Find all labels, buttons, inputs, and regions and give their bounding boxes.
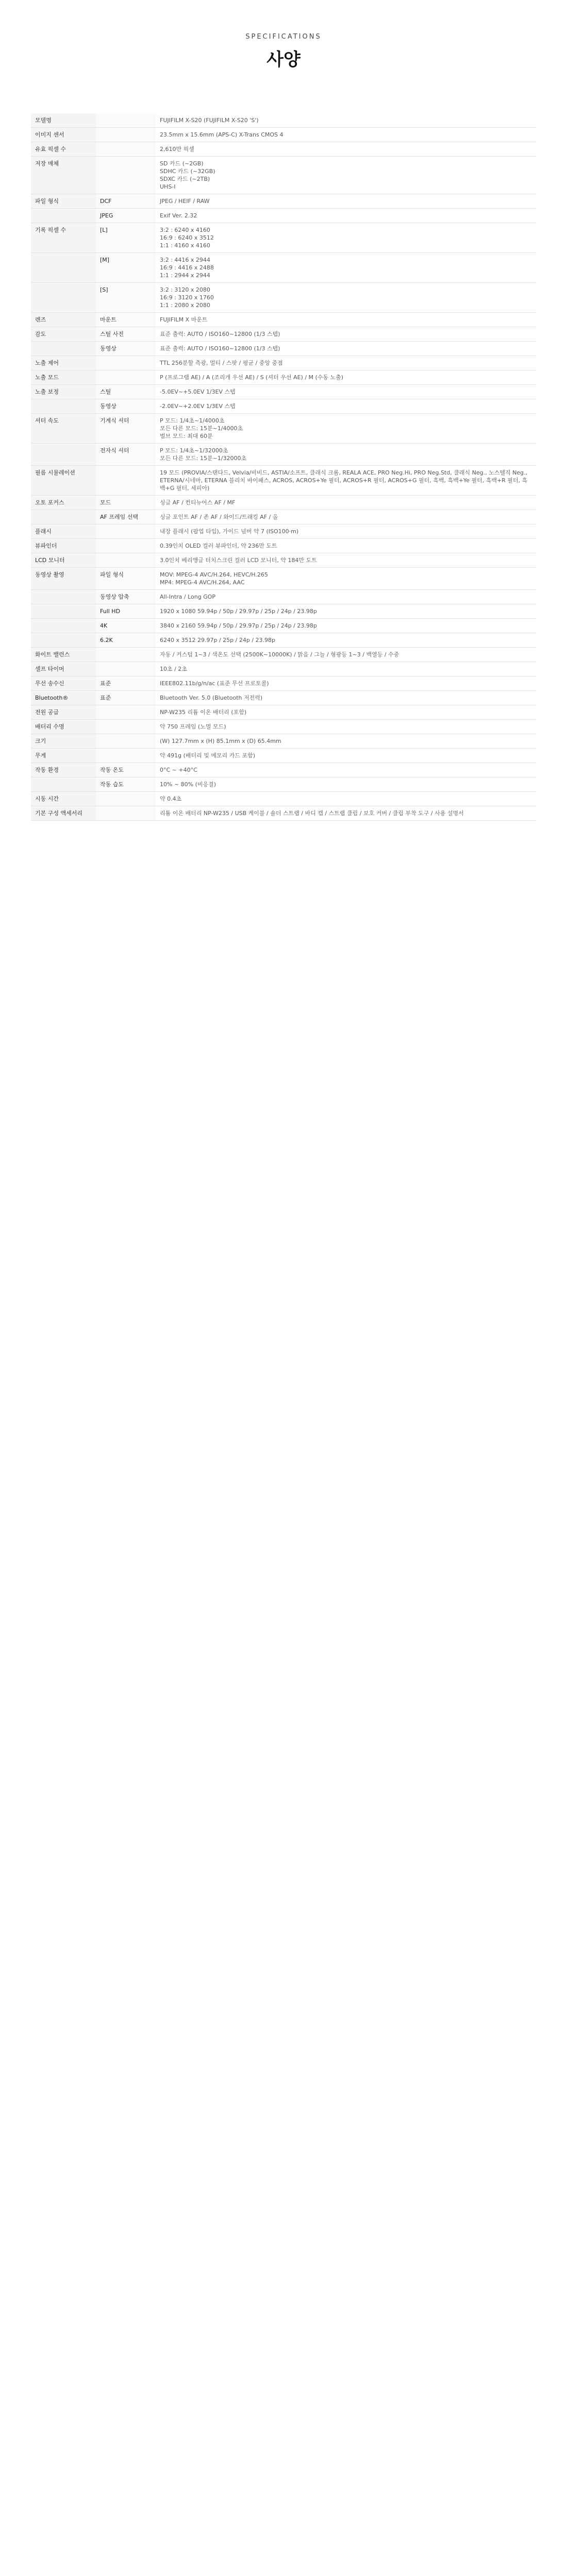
spec-row <box>31 223 536 253</box>
spec-value: P (프로그램 AE) / A (조리개 우선 AE) / S (셔터 우선 AE) / M (수동 노출) <box>156 370 536 385</box>
spec-value: 약 491g (배터리 및 메모리 카드 포함) <box>156 749 536 763</box>
spec-row <box>31 691 536 705</box>
spec-subcategory: 표준 <box>96 676 156 691</box>
spec-value: 23.5mm x 15.6mm (APS-C) X-Trans CMOS 4 <box>156 128 536 142</box>
spec-subcategory <box>96 749 156 763</box>
spec-subcategory: 기계식 셔터 <box>96 414 156 444</box>
spec-subcategory <box>96 662 156 676</box>
spec-subcategory <box>96 128 156 142</box>
spec-row <box>31 705 536 720</box>
spec-row <box>31 676 536 691</box>
spec-subcategory: 표준 <box>96 691 156 705</box>
spec-category: 동영상 촬영 <box>31 568 96 590</box>
spec-value: 싱글 AF / 컨티뉴어스 AF / MF <box>156 496 536 510</box>
spec-category <box>31 399 96 414</box>
spec-row <box>31 444 536 466</box>
spec-category: 화이트 밸런스 <box>31 648 96 662</box>
spec-category: 셔터 속도 <box>31 414 96 444</box>
spec-row <box>31 209 536 223</box>
spec-category <box>31 777 96 792</box>
spec-row <box>31 749 536 763</box>
spec-value: IEEE802.11b/g/n/ac (표준 무선 프로토콜) <box>156 676 536 691</box>
spec-category: 기록 픽셀 수 <box>31 223 96 253</box>
spec-value: 3:2 : 6240 x 4160 16:9 : 6240 x 3512 1:1 : 4160 x 4160 <box>156 223 536 253</box>
spec-row <box>31 414 536 444</box>
spec-value: 표준 출력: AUTO / ISO160~12800 (1/3 스텝) <box>156 327 536 342</box>
page-title: 사양 <box>266 49 301 70</box>
spec-category: 파일 형식 <box>31 194 96 209</box>
spec-value: 2,610만 픽셀 <box>156 142 536 157</box>
spec-row <box>31 590 536 604</box>
spec-row <box>31 539 536 553</box>
spec-category <box>31 633 96 648</box>
spec-category: 모델명 <box>31 113 96 128</box>
spec-subcategory: 모드 <box>96 496 156 510</box>
spec-value: P 모드: 1/4초~1/4000초 모든 다른 모드: 15분~1/4000초 벌브 모드: 최대 60분 <box>156 414 536 444</box>
spec-subcategory <box>96 553 156 568</box>
spec-category <box>31 253 96 283</box>
spec-subcategory: 동영상 압축 <box>96 590 156 604</box>
section-kicker: SPECIFICATIONS <box>245 33 322 41</box>
spec-category <box>31 619 96 633</box>
spec-category <box>31 342 96 356</box>
spec-row <box>31 662 536 676</box>
spec-table <box>31 113 536 821</box>
spec-subcategory: JPEG <box>96 209 156 223</box>
spec-subcategory: 스틸 <box>96 385 156 399</box>
spec-subcategory <box>96 705 156 720</box>
spec-subcategory: 파일 형식 <box>96 568 156 590</box>
spec-subcategory: [L] <box>96 223 156 253</box>
spec-subcategory: 동영상 <box>96 399 156 414</box>
spec-subcategory <box>96 734 156 749</box>
spec-category: 유효 픽셀 수 <box>31 142 96 157</box>
spec-value: All-Intra / Long GOP <box>156 590 536 604</box>
spec-value: Exif Ver. 2.32 <box>156 209 536 223</box>
spec-category: 시동 시간 <box>31 792 96 806</box>
spec-value: 10% ~ 80% (비응결) <box>156 777 536 792</box>
spec-row <box>31 385 536 399</box>
spec-category: 작동 환경 <box>31 763 96 777</box>
spec-category <box>31 510 96 524</box>
spec-value: TTL 256분할 측광, 멀티 / 스팟 / 평균 / 중앙 중점 <box>156 356 536 370</box>
spec-value: FUJIFILM X 마운트 <box>156 313 536 327</box>
spec-value: (W) 127.7mm x (H) 85.1mm x (D) 65.4mm <box>156 734 536 749</box>
spec-value: 약 0.4초 <box>156 792 536 806</box>
spec-category: LCD 모니터 <box>31 553 96 568</box>
spec-value: JPEG / HEIF / RAW <box>156 194 536 209</box>
spec-category <box>31 604 96 619</box>
spec-value: 내장 플래시 (팝업 타입), 가이드 넘버 약 7 (ISO100·m) <box>156 524 536 539</box>
spec-value: MOV: MPEG-4 AVC/H.264, HEVC/H.265 MP4: MPEG-4 AVC/H.264, AAC <box>156 568 536 590</box>
spec-row <box>31 792 536 806</box>
spec-row <box>31 313 536 327</box>
spec-subcategory: 스틸 사진 <box>96 327 156 342</box>
spec-value: 1920 x 1080 59.94p / 50p / 29.97p / 25p / 24p / 23.98p <box>156 604 536 619</box>
spec-subcategory <box>96 648 156 662</box>
spec-subcategory: [M] <box>96 253 156 283</box>
spec-subcategory <box>96 157 156 194</box>
spec-category: 렌즈 <box>31 313 96 327</box>
spec-value: 약 750 프레임 (노멀 모드) <box>156 720 536 734</box>
spec-subcategory: [S] <box>96 283 156 313</box>
spec-value: 19 모드 (PROVIA/스탠다드, Velvia/비비드, ASTIA/소프트, 클래식 크롬, REALA ACE, PRO Neg.Hi, PRO Neg.Std, 클래식 Neg., 노스텔직 Neg., ETERNA/시네마, ETERNA 블리치 바이패스, ACROS, ACROS+Ye 필터, ACROS+R 필터, ACROS+G 필터, 흑백, 흑백+Ye 필터, 흑백+R 필터, 흑백+G 필터, 세피아) <box>156 466 536 496</box>
spec-category: 오토 포커스 <box>31 496 96 510</box>
spec-value: 3:2 : 3120 x 2080 16:9 : 3120 x 1760 1:1 : 2080 x 2080 <box>156 283 536 313</box>
spec-value: 리튬 이온 배터리 NP-W235 / USB 케이블 / 숄더 스트랩 / 바디 캡 / 스트랩 클립 / 보호 커버 / 클립 부착 도구 / 사용 설명서 <box>156 806 536 821</box>
spec-subcategory: DCF <box>96 194 156 209</box>
spec-row <box>31 466 536 496</box>
spec-value: 6240 x 3512 29.97p / 25p / 24p / 23.98p <box>156 633 536 648</box>
spec-category: 기본 구성 액세서리 <box>31 806 96 821</box>
spec-row <box>31 370 536 385</box>
spec-category: 노출 모드 <box>31 370 96 385</box>
spec-value: -2.0EV~+2.0EV 1/3EV 스텝 <box>156 399 536 414</box>
spec-subcategory: 마운트 <box>96 313 156 327</box>
spec-subcategory: 6.2K <box>96 633 156 648</box>
spec-subcategory <box>96 792 156 806</box>
spec-row <box>31 342 536 356</box>
spec-subcategory: 작동 습도 <box>96 777 156 792</box>
spec-subcategory: 전자식 셔터 <box>96 444 156 466</box>
spec-category: 이미지 센서 <box>31 128 96 142</box>
spec-category: 배터리 수명 <box>31 720 96 734</box>
spec-category: Bluetooth® <box>31 691 96 705</box>
spec-category: 노출 보정 <box>31 385 96 399</box>
spec-subcategory <box>96 720 156 734</box>
spec-category: 셀프 타이머 <box>31 662 96 676</box>
spec-category: 무선 송수신 <box>31 676 96 691</box>
spec-category <box>31 590 96 604</box>
spec-value: 3:2 : 4416 x 2944 16:9 : 4416 x 2488 1:1 : 2944 x 2944 <box>156 253 536 283</box>
spec-category <box>31 444 96 466</box>
spec-value: 0.39인치 OLED 컬러 뷰파인더, 약 236만 도트 <box>156 539 536 553</box>
spec-row <box>31 399 536 414</box>
spec-row <box>31 763 536 777</box>
spec-category: 크기 <box>31 734 96 749</box>
spec-subcategory <box>96 142 156 157</box>
spec-row <box>31 777 536 792</box>
spec-row <box>31 142 536 157</box>
spec-row <box>31 604 536 619</box>
spec-value: Bluetooth Ver. 5.0 (Bluetooth 저전력) <box>156 691 536 705</box>
spec-row <box>31 113 536 128</box>
spec-subcategory <box>96 466 156 496</box>
spec-row <box>31 510 536 524</box>
spec-row <box>31 648 536 662</box>
spec-row <box>31 327 536 342</box>
spec-subcategory <box>96 524 156 539</box>
spec-category: 무게 <box>31 749 96 763</box>
spec-row <box>31 524 536 539</box>
spec-row <box>31 194 536 209</box>
spec-subcategory <box>96 539 156 553</box>
spec-value: 3.0인치 베리앵글 터치스크린 컬러 LCD 모니터, 약 184만 도트 <box>156 553 536 568</box>
spec-category <box>31 209 96 223</box>
spec-subcategory <box>96 113 156 128</box>
spec-category <box>31 283 96 313</box>
spec-value: 표준 출력: AUTO / ISO160~12800 (1/3 스텝) <box>156 342 536 356</box>
spec-row <box>31 806 536 821</box>
spec-row <box>31 283 536 313</box>
spec-category: 노출 제어 <box>31 356 96 370</box>
spec-value: 3840 x 2160 59.94p / 50p / 29.97p / 25p / 24p / 23.98p <box>156 619 536 633</box>
spec-row <box>31 496 536 510</box>
spec-category: 저장 매체 <box>31 157 96 194</box>
spec-value: P 모드: 1/4초~1/32000초 모든 다른 모드: 15분~1/32000초 <box>156 444 536 466</box>
spec-subcategory <box>96 370 156 385</box>
spec-row <box>31 568 536 590</box>
spec-row <box>31 633 536 648</box>
spec-row <box>31 720 536 734</box>
spec-subcategory <box>96 356 156 370</box>
spec-value: FUJIFILM X-S20 (FUJIFILM X-S20 'S') <box>156 113 536 128</box>
spec-row <box>31 553 536 568</box>
spec-row <box>31 253 536 283</box>
spec-subcategory: 동영상 <box>96 342 156 356</box>
spec-value: 싱글 포인트 AF / 존 AF / 와이드/트래킹 AF / 올 <box>156 510 536 524</box>
spec-value: 10초 / 2초 <box>156 662 536 676</box>
spec-row <box>31 619 536 633</box>
spec-subcategory: 작동 온도 <box>96 763 156 777</box>
spec-value: 자동 / 커스텀 1~3 / 색온도 선택 (2500K~10000K) / 맑음 / 그늘 / 형광등 1~3 / 백열등 / 수중 <box>156 648 536 662</box>
spec-row <box>31 128 536 142</box>
spec-value: NP-W235 리튬 이온 배터리 (포함) <box>156 705 536 720</box>
spec-value: 0°C ~ +40°C <box>156 763 536 777</box>
spec-value: -5.0EV~+5.0EV 1/3EV 스텝 <box>156 385 536 399</box>
spec-subcategory: Full HD <box>96 604 156 619</box>
spec-row <box>31 734 536 749</box>
spec-subcategory <box>96 806 156 821</box>
spec-category: 뷰파인더 <box>31 539 96 553</box>
spec-subcategory: 4K <box>96 619 156 633</box>
spec-category: 감도 <box>31 327 96 342</box>
spec-category: 플래시 <box>31 524 96 539</box>
spec-value: SD 카드 (~2GB) SDHC 카드 (~32GB) SDXC 카드 (~2TB) UHS-I <box>156 157 536 194</box>
spec-category: 필름 시뮬레이션 <box>31 466 96 496</box>
spec-row <box>31 157 536 194</box>
spec-category: 전원 공급 <box>31 705 96 720</box>
spec-row <box>31 356 536 370</box>
spec-subcategory: AF 프레임 선택 <box>96 510 156 524</box>
